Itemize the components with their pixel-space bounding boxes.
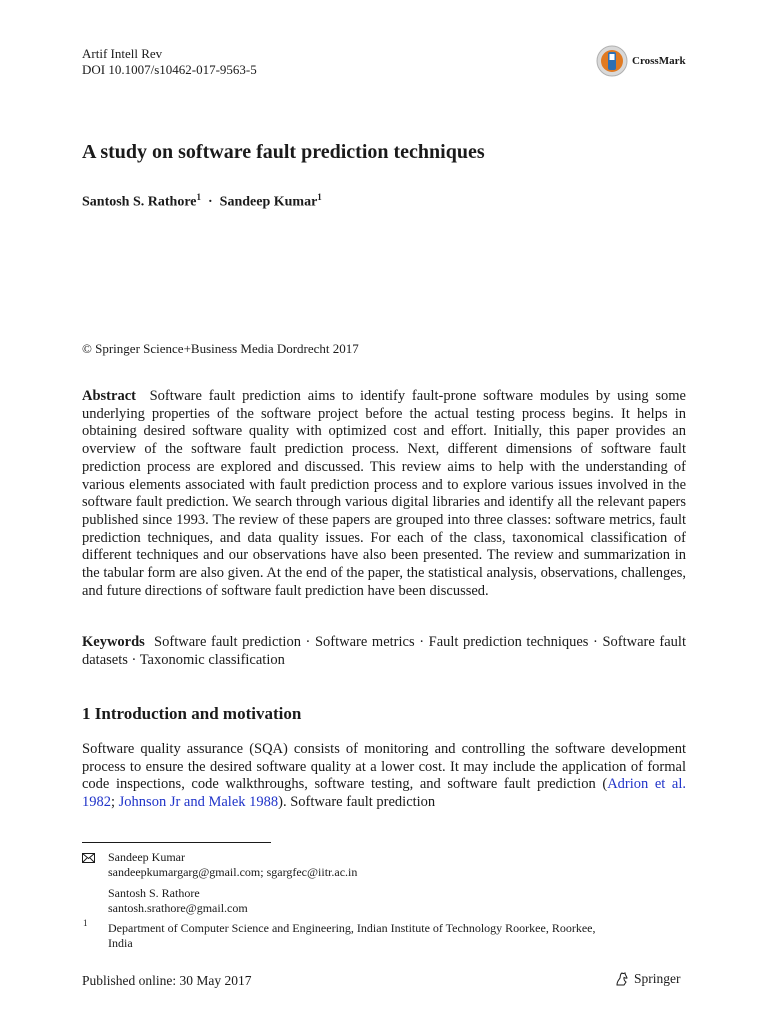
corresponding-emails[interactable]: sandeepkumargarg@gmail.com; sgargfec@iitr.ac.in bbox=[108, 865, 358, 879]
crossmark-badge[interactable] bbox=[596, 44, 688, 78]
keywords-label: Keywords bbox=[82, 634, 145, 650]
crossmark-label: CrossMark bbox=[632, 55, 686, 67]
corresponding-name: Sandeep Kumar bbox=[108, 850, 185, 864]
intro-text: Software quality assurance (SQA) consists of monitoring and controlling the software development process to ensure the desired software quality at a lower cost. It may include the application of formal code inspections, code walkthroughs, software testing, and software fault prediction ( bbox=[82, 741, 686, 793]
published-date: Published online: 30 May 2017 bbox=[82, 973, 252, 988]
publisher-logo bbox=[614, 971, 681, 987]
abstract-label: Abstract bbox=[82, 388, 136, 404]
author-name[interactable]: Santosh S. Rathore bbox=[82, 194, 197, 210]
keywords-text: Software fault prediction · Software metrics · Fault prediction techniques · Software fault datasets · Taxonomic classification bbox=[82, 634, 686, 668]
publisher-name: Springer bbox=[634, 971, 681, 986]
keywords bbox=[82, 634, 686, 669]
affiliation-line: Department of Computer Science and Engineering, Indian Institute of Technology Roorkee, Roorkee, bbox=[108, 921, 596, 935]
intro-paragraph bbox=[82, 741, 686, 812]
author-separator: · bbox=[208, 194, 213, 210]
affiliation bbox=[108, 921, 688, 951]
citation-link[interactable]: Johnson Jr and Malek 1988 bbox=[118, 794, 279, 811]
citation-separator: ; bbox=[111, 794, 119, 811]
author-affiliation: 1 bbox=[317, 192, 322, 202]
journal-header bbox=[82, 46, 257, 78]
envelope-icon bbox=[82, 852, 95, 867]
paper-title: A study on software fault prediction techniques bbox=[82, 141, 485, 163]
author-list bbox=[82, 188, 322, 212]
intro-text-tail: ). Software fault prediction bbox=[278, 794, 436, 811]
affiliation-line: India bbox=[108, 936, 133, 950]
crossmark-icon bbox=[596, 45, 628, 77]
footnote-divider bbox=[82, 842, 271, 843]
second-author-contact bbox=[108, 886, 248, 916]
corresponding-author bbox=[108, 850, 357, 880]
second-author-name: Santosh S. Rathore bbox=[108, 886, 200, 900]
springer-horse-icon bbox=[614, 971, 630, 987]
citation-link[interactable]: Adrion et al. 1982 bbox=[82, 776, 686, 811]
section-heading: 1 Introduction and motivation bbox=[82, 704, 302, 723]
doi[interactable]: DOI 10.1007/s10462-017-9563-5 bbox=[82, 62, 257, 77]
second-author-email[interactable]: santosh.srathore@gmail.com bbox=[108, 901, 248, 915]
journal-name: Artif Intell Rev bbox=[82, 46, 163, 61]
abstract bbox=[82, 388, 686, 600]
copyright-line: © Springer Science+Business Media Dordrecht 2017 bbox=[82, 341, 359, 356]
affiliation-marker: 1 bbox=[83, 918, 88, 928]
author-name[interactable]: Sandeep Kumar bbox=[219, 194, 318, 210]
author-affiliation: 1 bbox=[196, 192, 201, 202]
abstract-text: Software fault prediction aims to identify fault-prone software modules by using some underlying properties of the software project before the actual testing process begins. It helps in obtaining desired software quality with optimized cost and effort. Initially, this paper provides an overview of the software fault prediction process. Next, different dimensions of software fault prediction process are explored and discussed. This review aims to help with the understanding of various elements associated with fault prediction process and to explore various issues involved in the software fault prediction. We search through various digital libraries and identify all the relevant papers published since 1993. The review of these papers are grouped into three classes: software metrics, fault prediction techniques, and data quality issues. For each of the class, taxonomical classification of different techniques and our observations have also been presented. The review and summarization in the tabular form are also given. At the end of the paper, the statistical analysis, observations, challenges, and future directions of software fault prediction have been discussed. bbox=[82, 388, 686, 599]
